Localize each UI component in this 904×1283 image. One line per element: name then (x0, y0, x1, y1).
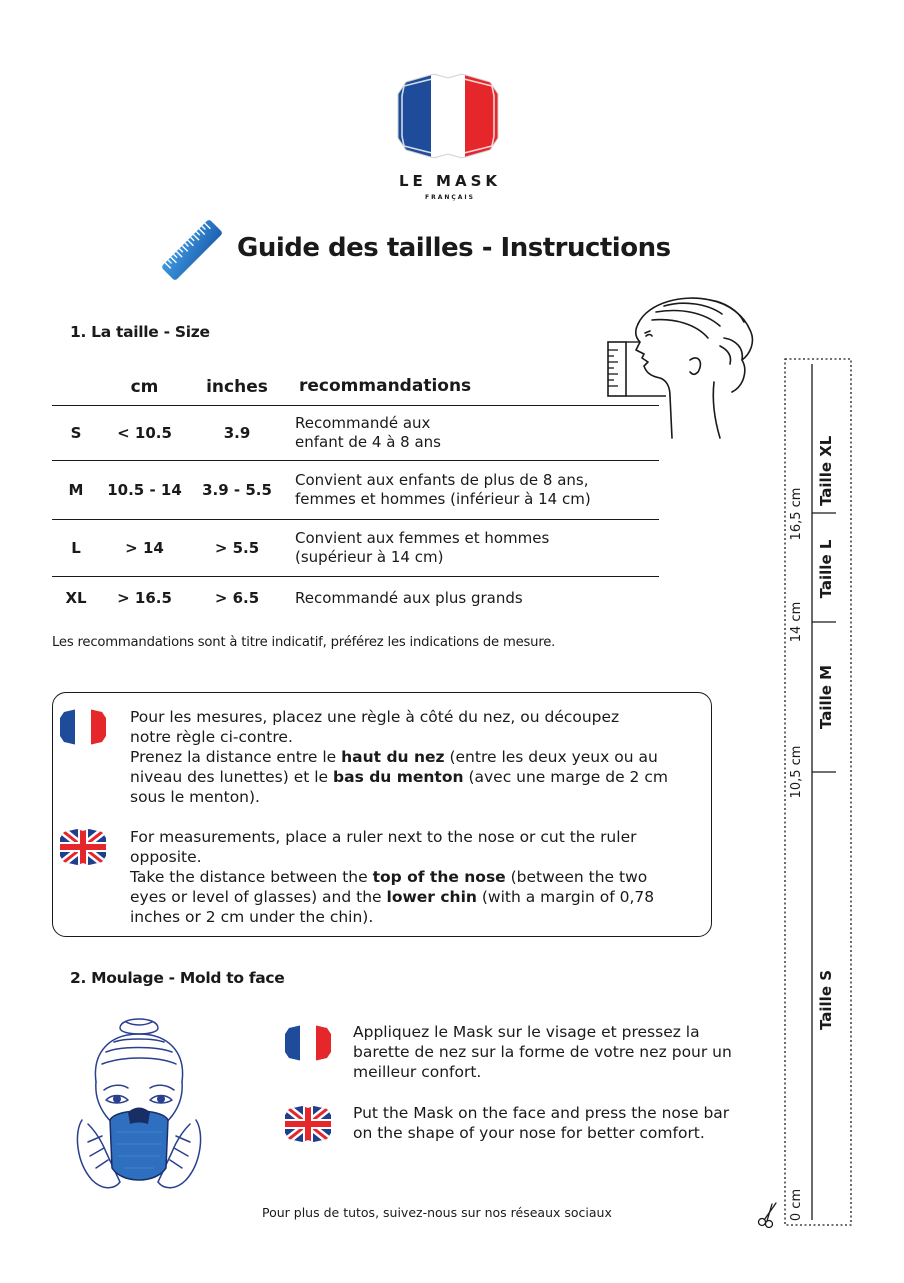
recommendation-line: Recommandé aux plus grands (295, 588, 523, 607)
instruction-text: (entre les deux yeux ou au (444, 748, 658, 766)
ruler-mark-0: 0 cm (789, 1188, 804, 1222)
table-row (52, 577, 659, 620)
table-header-cell (52, 368, 100, 406)
scissors-icon (756, 1200, 780, 1228)
recommendation-line: Recommandé aux (295, 414, 431, 432)
ruler-mark-16-5: 16,5 cm (789, 487, 804, 541)
instruction-line: Pour les mesures, placez une règle à côté du nez, ou découpez (130, 708, 620, 726)
brand-logo-icon (396, 72, 500, 160)
instruction-line: on the shape of your nose for better comfort. (353, 1124, 705, 1142)
instruction-text: niveau des lunettes) et le (130, 768, 334, 786)
brand-subtitle: FRANÇAIS (425, 194, 475, 201)
cutout-ruler (784, 358, 852, 1226)
instruction-text: eyes or level of glasses) and the (130, 888, 387, 906)
page-title: Guide des tailles - Instructions (237, 233, 671, 263)
instruction-line: Appliquez le Mask sur le visage et pressez la (353, 1023, 700, 1041)
instruction-line (130, 767, 700, 787)
recommendation-line: Convient aux femmes et hommes (295, 529, 550, 547)
size-note: Les recommandations sont à titre indicatif, préférez les indications de mesure. (52, 635, 556, 650)
cm-cell: > 14 (100, 520, 189, 577)
inches-cell: > 5.5 (189, 520, 285, 577)
instruction-emphasis: bas du menton (333, 768, 464, 786)
ruler-label-l: Taille L (817, 539, 835, 599)
inches-cell: 3.9 (189, 406, 285, 461)
footer-text: Pour plus de tutos, suivez-nous sur nos réseaux sociaux (262, 1205, 612, 1220)
instruction-emphasis: top of the nose (372, 868, 506, 886)
mold-instructions-fr (353, 1022, 763, 1082)
ruler-icon (160, 216, 224, 284)
instruction-text: (with a margin of 0,78 (476, 888, 655, 906)
woman-mask-illustration (66, 1012, 212, 1202)
size-cell: S (52, 406, 100, 461)
instruction-text: Take the distance between the (130, 868, 373, 886)
cm-cell: > 16.5 (117, 589, 172, 607)
section-title-mold: 2. Moulage - Mold to face (70, 969, 285, 987)
instruction-emphasis: lower chin (386, 888, 477, 906)
instructions-en (130, 827, 700, 927)
inches-cell: 3.9 - 5.5 (189, 461, 285, 520)
cm-cell: < 10.5 (100, 406, 189, 461)
recommendation-cell (285, 461, 659, 520)
cm-cell: 10.5 - 14 (100, 461, 189, 520)
instruction-line: meilleur confort. (353, 1063, 482, 1081)
uk-flag-icon (284, 1105, 332, 1143)
instruction-line: For measurements, place a ruler next to the nose or cut the ruler (130, 828, 637, 846)
instructions-fr (130, 707, 700, 807)
instruction-emphasis: haut du nez (341, 748, 445, 766)
brand-name: LE MASK (399, 172, 501, 190)
france-flag-icon (284, 1024, 332, 1062)
recommendation-line: enfant de 4 à 8 ans (295, 433, 441, 451)
ruler-label-xl: Taille XL (817, 435, 835, 506)
table-header-cell: recommandations (285, 368, 659, 406)
section-title-size: 1. La taille - Size (70, 323, 210, 341)
table-row (52, 406, 659, 461)
ruler-mark-14: 14 cm (789, 601, 804, 643)
ruler-label-s: Taille S (817, 969, 835, 1031)
instruction-line (130, 887, 700, 907)
instruction-line (130, 867, 700, 887)
instruction-line: barette de nez sur la forme de votre nez pour un (353, 1043, 732, 1061)
instruction-text: Prenez la distance entre le (130, 748, 342, 766)
table-header-cell: cm (100, 368, 189, 406)
table-row (52, 520, 659, 577)
instruction-line: inches or 2 cm under the chin). (130, 908, 374, 926)
recommendation-line: Convient aux enfants de plus de 8 ans, (295, 471, 589, 489)
instruction-line: sous le menton). (130, 788, 260, 806)
instruction-line (130, 747, 700, 767)
size-table (52, 368, 659, 619)
instruction-line: notre règle ci-contre. (130, 728, 293, 746)
instruction-text: (between the two (505, 868, 648, 886)
mold-instructions-en (353, 1103, 763, 1143)
recommendation-line: (supérieur à 14 cm) (295, 548, 444, 566)
instruction-line: Put the Mask on the face and press the nose bar (353, 1104, 730, 1122)
size-cell: XL (65, 589, 87, 607)
instruction-text: (avec une marge de 2 cm (463, 768, 668, 786)
table-header-cell: inches (189, 368, 285, 406)
recommendation-line: femmes et hommes (inférieur à 14 cm) (295, 490, 591, 508)
table-header-row (52, 368, 659, 406)
ruler-mark-10-5: 10,5 cm (789, 745, 804, 799)
recommendation-cell (285, 577, 659, 620)
uk-flag-icon (59, 828, 107, 866)
recommendation-cell (285, 406, 659, 461)
size-cell: M (52, 461, 100, 520)
table-row (52, 461, 659, 520)
inches-cell: > 6.5 (214, 589, 260, 607)
france-flag-icon (59, 708, 107, 746)
ruler-label-m: Taille M (817, 664, 835, 730)
size-cell: L (52, 520, 100, 577)
recommendation-cell (285, 520, 659, 577)
instruction-line: opposite. (130, 848, 202, 866)
